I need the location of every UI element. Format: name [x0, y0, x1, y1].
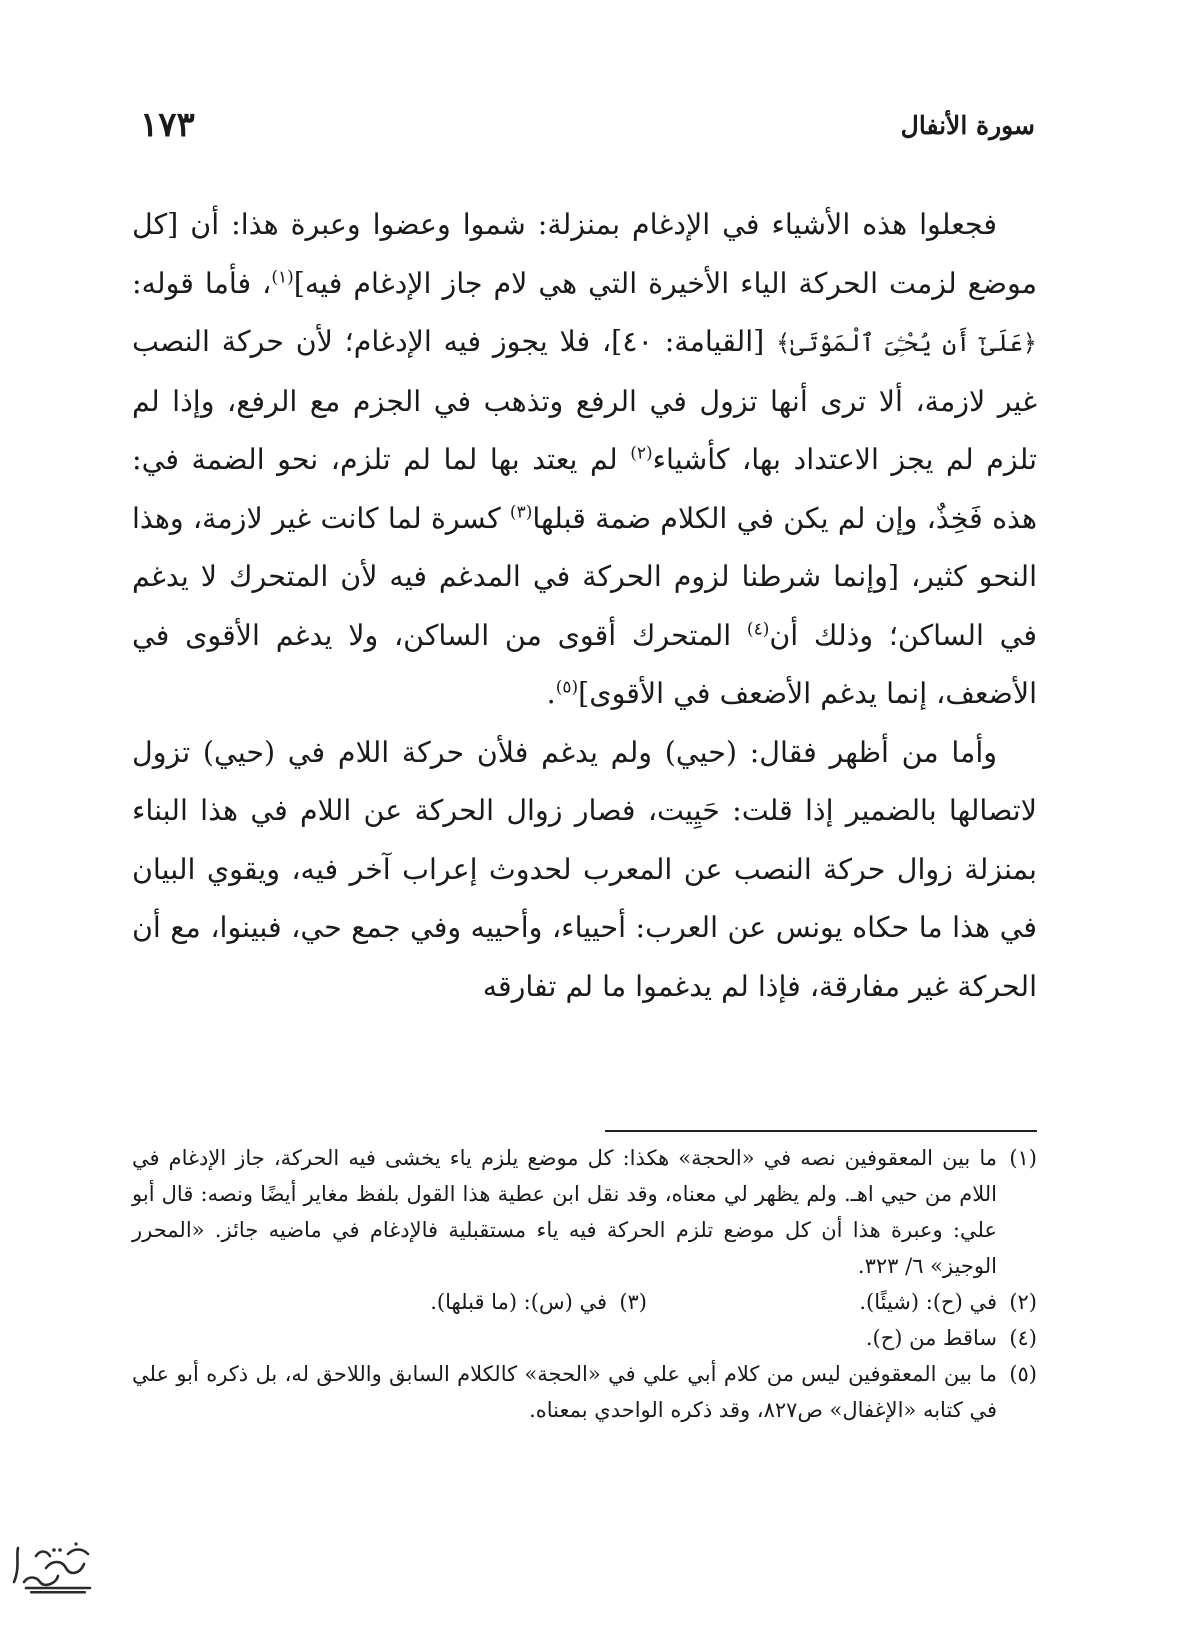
p1-segment-d: لم يعتد بها لما لم تلزم، نحو الضمة في: هذه فَخِذٌ، وإن لم يكن في الكلام ضمة قبلها: [132, 443, 1037, 535]
footnote-ref-3: (٣): [509, 502, 533, 522]
footnote-1: [132, 1140, 1037, 1284]
footnotes: [132, 1140, 1037, 1428]
quran-verse: ﴿عَلَىٰٓ أَن يُحْـِۧىَ ٱلْمَوْتَىٰ﴾: [776, 329, 1037, 357]
footnote-number: (٢): [1009, 1290, 1037, 1314]
footnote-ref-4: (٤): [746, 619, 770, 639]
footnote-text: في (ح): (شيئًا).: [859, 1290, 997, 1314]
footnote-3: [257, 1284, 647, 1320]
p1-segment-e: كسرة لما كانت غير لازمة، وهذا النحو كثير، [وإنما شرطنا لزوم الحركة في المدغم فيه لأن المتحرك لا يدغم في الساكن؛ وذلك أن: [132, 501, 1037, 652]
p1-segment-b: ، فأما قوله:: [132, 266, 272, 300]
p1-segment-f: المتحرك أقوى من الساكن، ولا يدغم الأقوى في الأضعف، إنما يدغم الأضعف في الأقوى]: [132, 618, 1037, 710]
page-header: [140, 100, 1035, 150]
footnote-number: (٤): [1009, 1326, 1037, 1350]
footnote-number: (٣): [619, 1290, 647, 1314]
footnote-ref-5: (٥): [555, 677, 579, 698]
footnote-text: ما بين المعقوفين ليس من كلام أبي علي في «الحجة» كالكلام السابق واللاحق له، بل ذكره أبو علي في كتابه «الإغفال» ص٨٢٧، وقد ذكره الواحدي بمعناه.: [132, 1362, 997, 1422]
p1-segment-g: .: [546, 677, 556, 710]
footnote-ref-2: (٢): [630, 443, 653, 464]
paragraph-1: [132, 196, 1037, 724]
surah-title: سورة الأنفال: [900, 110, 1035, 140]
footnote-text: ساقط من (ح).: [865, 1326, 997, 1350]
footnote-number: (٥): [1009, 1362, 1037, 1386]
footnote-divider: [605, 1130, 1037, 1132]
p1-segment-a: فجعلوا هذه الأشياء في الإدغام بمنزلة: شموا وعضوا وعبرة هذا: أن [كل موضع لزمت الحركة الياء الأخيرة التي هي لام جاز الإدغام فيه]: [132, 208, 1037, 300]
footnote-number: (١): [1009, 1146, 1037, 1170]
footnote-row-2-3: [132, 1284, 1037, 1320]
main-text: [132, 196, 1037, 1016]
footnote-2: [647, 1284, 1037, 1320]
p1-segment-c: [القيامة: ٤٠]، فلا يجوز فيه الإدغام؛ لأن حركة النصب غير لازمة، ألا ترى أنها تزول في الرفع وتذهب في الجزم مع الرفع، وإذا لم تلزم لم يجز الاعتداد بها، كأشياء: [132, 325, 1037, 476]
footnote-5: [132, 1356, 1037, 1428]
footnote-text: في (س): (ما قبلها).: [430, 1290, 607, 1314]
footnote-text: ما بين المعقوفين نصه في «الحجة» هكذا: كل موضع يلزم ياء يخشى فيه الحركة، جاز الإدغام في اللام من حيي اهـ. ولم يظهر لي معناه، وقد نقل ابن عطية هذا القول بلفظ مغاير أيضًا ونصه: قال أبو علي: وعبرة هذا أن كل موضع تلزم الحركة فيه ياء مستقبلية فالإدغام في ماضيه جائز. «المحرر الوجيز» ٦/ ٣٢٣.: [132, 1146, 997, 1278]
calligraphy-logo-icon: [6, 1538, 98, 1598]
paragraph-2: وأما من أظهر فقال: (حيي) ولم يدغم فلأن حركة اللام في (حيي) تزول لاتصالها بالضمير إذا قلت: حَيِيت، فصار زوال الحركة عن اللام في هذا البناء بمنزلة زوال حركة النصب عن المعرب لحدوث إعراب آخر فيه، ويقوي البيان في هذا ما حكاه يونس عن العرب: أحيياء، وأحييه وفي جمع حي، فبينوا، مع أن الحركة غير مفارقة، فإذا لم يدغموا ما لم تفارقه: [132, 735, 1037, 1003]
page-number: ١٧٣: [140, 105, 195, 145]
footnote-ref-1: (١): [271, 267, 294, 287]
footnote-4: [132, 1320, 1037, 1356]
